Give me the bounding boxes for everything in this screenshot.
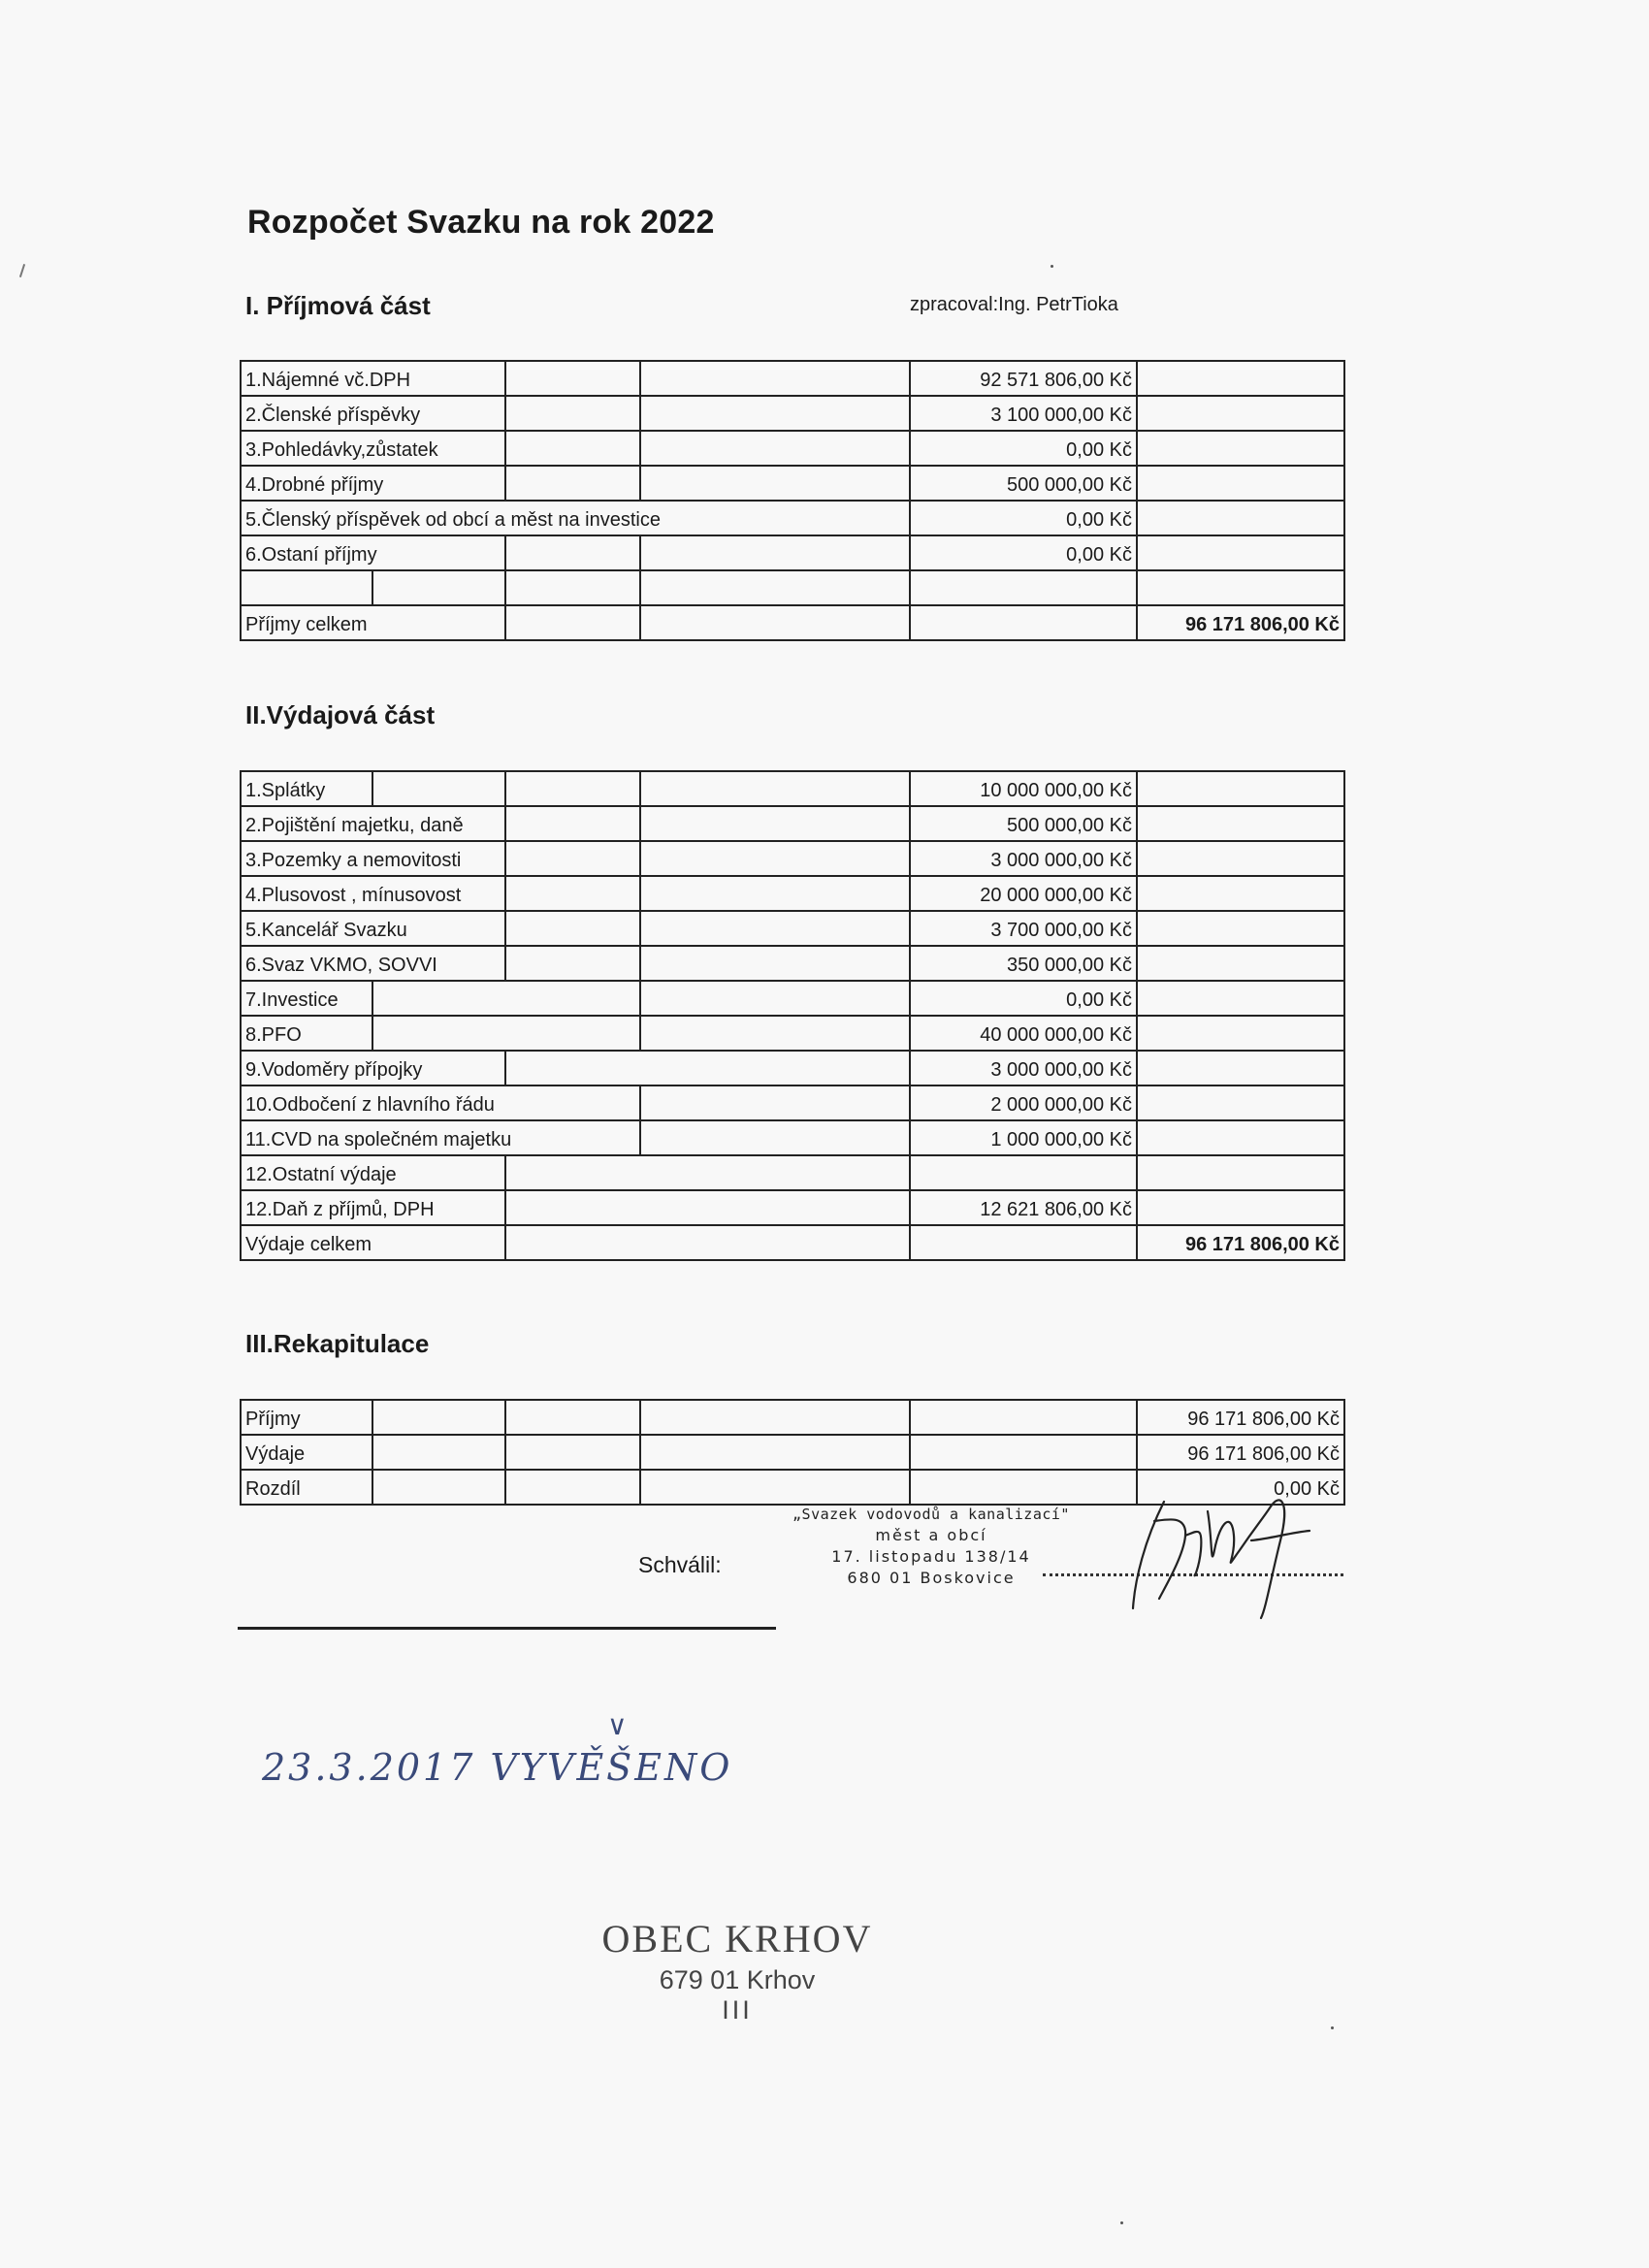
- municipal-stamp: [534, 1916, 941, 2025]
- row-label: 2.Pojištění majetku, daně: [241, 806, 505, 841]
- row-label: 5.Členský příspěvek od obcí a měst na investice: [241, 501, 910, 535]
- row-amount: 0,00 Kč: [910, 535, 1137, 570]
- row-label: Výdaje: [241, 1435, 372, 1470]
- income-table: [240, 360, 1345, 641]
- stamp-line: „Svazek vodovodů a kanalizací": [792, 1506, 1070, 1523]
- table-row: [241, 396, 1344, 431]
- table-row: [241, 466, 1344, 501]
- scan-speck: [1120, 2221, 1123, 2224]
- row-amount: [910, 570, 1137, 605]
- handwritten-date-note: 23.3.2017 VYVĚŠENO: [262, 1746, 733, 1789]
- scan-mark: [19, 264, 25, 277]
- row-label: Příjmy celkem: [241, 605, 505, 640]
- row-total: 96 171 806,00 Kč: [1137, 1225, 1344, 1260]
- table-row: [241, 535, 1344, 570]
- table-row: [241, 1400, 1344, 1435]
- expenses-table: [240, 770, 1345, 1261]
- row-total: [1137, 1120, 1344, 1155]
- row-amount: 500 000,00 Kč: [910, 466, 1137, 501]
- recap-heading: III.Rekapitulace: [245, 1329, 430, 1358]
- row-amount: 20 000 000,00 Kč: [910, 876, 1137, 911]
- row-label: 4.Plusovost , mínusovost: [241, 876, 505, 911]
- row-amount: 92 571 806,00 Kč: [910, 361, 1137, 396]
- handwritten-signature: [1125, 1482, 1339, 1628]
- row-amount: 2 000 000,00 Kč: [910, 1085, 1137, 1120]
- row-total: 96 171 806,00 Kč: [1137, 605, 1344, 640]
- row-label: Výdaje celkem: [241, 1225, 505, 1260]
- row-label: 1.Nájemné vč.DPH: [241, 361, 505, 396]
- scan-speck: [1051, 265, 1053, 268]
- row-label: 2.Členské příspěvky: [241, 396, 505, 431]
- row-total: [1137, 501, 1344, 535]
- table-row: [241, 911, 1344, 946]
- row-total: [1137, 396, 1344, 431]
- row-total: [1137, 946, 1344, 981]
- stamp-line: 17. listopadu 138/14: [831, 1547, 1031, 1566]
- row-total: [1137, 841, 1344, 876]
- organization-stamp: [776, 1504, 1086, 1589]
- table-row-total: [241, 605, 1344, 640]
- row-total: [1137, 1085, 1344, 1120]
- table-row: [241, 501, 1344, 535]
- table-row: [241, 771, 1344, 806]
- row-label: Rozdíl: [241, 1470, 372, 1505]
- table-row: [241, 946, 1344, 981]
- row-amount: [910, 1155, 1137, 1190]
- row-total: [1137, 361, 1344, 396]
- row-amount: 3 700 000,00 Kč: [910, 911, 1137, 946]
- table-row: [241, 876, 1344, 911]
- row-amount: 0,00 Kč: [910, 501, 1137, 535]
- row-total: [1137, 466, 1344, 501]
- table-row: [241, 1120, 1344, 1155]
- row-label: 6.Ostaní příjmy: [241, 535, 505, 570]
- table-row: [241, 1016, 1344, 1051]
- row-label: 7.Investice: [241, 981, 372, 1016]
- row-total: 96 171 806,00 Kč: [1137, 1435, 1344, 1470]
- table-row-total: [241, 1225, 1344, 1260]
- table-row: [241, 1435, 1344, 1470]
- row-label: 1.Splátky: [241, 771, 372, 806]
- row-label: 9.Vodoměry přípojky: [241, 1051, 505, 1085]
- table-row: [241, 1155, 1344, 1190]
- row-total: [1137, 431, 1344, 466]
- table-row: [241, 361, 1344, 396]
- row-total: 0,00 Kč: [1137, 1470, 1344, 1505]
- page-title: Rozpočet Svazku na rok 2022: [247, 204, 715, 241]
- stamp-line: 680 01 Boskovice: [847, 1569, 1016, 1587]
- row-total: 96 171 806,00 Kč: [1137, 1400, 1344, 1435]
- row-amount: 3 000 000,00 Kč: [910, 841, 1137, 876]
- handwritten-note: [262, 1709, 733, 1789]
- row-label: 12.Daň z příjmů, DPH: [241, 1190, 505, 1225]
- scan-speck: [1331, 2026, 1334, 2029]
- row-label: 3.Pozemky a nemovitosti: [241, 841, 505, 876]
- municipality-name: OBEC KRHOV: [601, 1917, 873, 1960]
- row-amount: 0,00 Kč: [910, 431, 1137, 466]
- row-label: Příjmy: [241, 1400, 372, 1435]
- row-label: 11.CVD na společném majetku: [241, 1120, 640, 1155]
- table-row: [241, 431, 1344, 466]
- stamp-mark: III: [722, 1995, 753, 2025]
- row-label: 4.Drobné příjmy: [241, 466, 505, 501]
- table-row: [241, 806, 1344, 841]
- row-total: [1137, 1155, 1344, 1190]
- row-total: [1137, 1190, 1344, 1225]
- row-total: [1137, 570, 1344, 605]
- row-total: [1137, 1051, 1344, 1085]
- table-row: [241, 1051, 1344, 1085]
- income-heading: I. Příjmová část: [245, 291, 431, 320]
- row-total: [1137, 806, 1344, 841]
- row-amount: 0,00 Kč: [910, 981, 1137, 1016]
- row-amount: 40 000 000,00 Kč: [910, 1016, 1137, 1051]
- approval-label: Schválil:: [638, 1552, 722, 1577]
- municipality-address: 679 01 Krhov: [659, 1965, 816, 1994]
- stamp-line: měst a obcí: [875, 1526, 987, 1544]
- row-total: [1137, 981, 1344, 1016]
- row-label: 12.Ostatní výdaje: [241, 1155, 505, 1190]
- row-total: [1137, 771, 1344, 806]
- row-amount: 1 000 000,00 Kč: [910, 1120, 1137, 1155]
- row-total: [1137, 876, 1344, 911]
- prepared-by: zpracoval:Ing. PetrTioka: [910, 294, 1118, 315]
- table-row: [241, 1085, 1344, 1120]
- row-label: 6.Svaz VKMO, SOVVI: [241, 946, 505, 981]
- row-label: 10.Odbočení z hlavního řádu: [241, 1085, 640, 1120]
- row-label: [241, 570, 372, 605]
- row-amount: 3 100 000,00 Kč: [910, 396, 1137, 431]
- table-row: [241, 841, 1344, 876]
- caron-mark: ∨: [607, 1709, 630, 1741]
- row-label: 5.Kancelář Svazku: [241, 911, 505, 946]
- row-amount: 10 000 000,00 Kč: [910, 771, 1137, 806]
- row-label: 3.Pohledávky,zůstatek: [241, 431, 505, 466]
- row-amount: 3 000 000,00 Kč: [910, 1051, 1137, 1085]
- row-total: [1137, 1016, 1344, 1051]
- divider-line: [238, 1627, 776, 1630]
- row-amount: 350 000,00 Kč: [910, 946, 1137, 981]
- table-row: [241, 981, 1344, 1016]
- row-amount: [910, 1225, 1137, 1260]
- row-amount: [910, 605, 1137, 640]
- row-amount: 500 000,00 Kč: [910, 806, 1137, 841]
- row-amount: 12 621 806,00 Kč: [910, 1190, 1137, 1225]
- row-label: 8.PFO: [241, 1016, 372, 1051]
- row-total: [1137, 535, 1344, 570]
- table-row: [241, 570, 1344, 605]
- expenses-heading: II.Výdajová část: [245, 700, 436, 729]
- row-total: [1137, 911, 1344, 946]
- table-row: [241, 1190, 1344, 1225]
